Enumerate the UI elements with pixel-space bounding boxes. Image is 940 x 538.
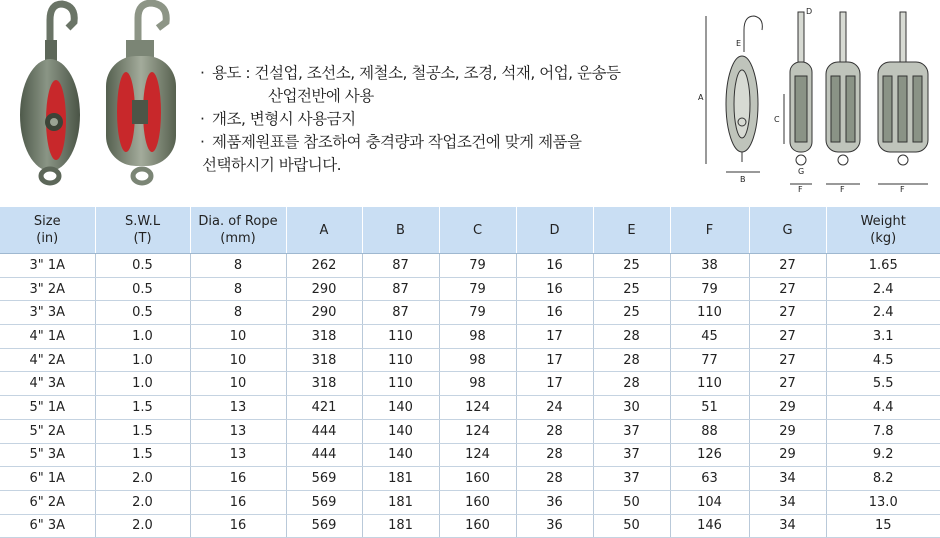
table-cell: 13.0 (826, 490, 940, 514)
table-cell: 181 (362, 490, 439, 514)
table-cell: 6" 2A (0, 490, 95, 514)
table-cell: 37 (593, 467, 670, 491)
table-cell: 1.0 (95, 325, 190, 349)
table-row (0, 325, 940, 349)
table-cell: 25 (593, 301, 670, 325)
table-cell: 36 (516, 490, 593, 514)
label-B: B (740, 175, 746, 184)
column-header (362, 207, 439, 254)
table-cell: 37 (593, 443, 670, 467)
table-cell: 160 (439, 467, 516, 491)
table-cell: 28 (593, 325, 670, 349)
column-header-line: (kg) (827, 230, 940, 247)
label-F-triple: F (900, 185, 905, 194)
dimension-diagram (694, 4, 934, 194)
note-usage: · 용도 : 건설업, 조선소, 제철소, 철공소, 조경, 석재, 어업, 운송등 산업전반에 사용 (200, 62, 620, 108)
table-cell: 79 (439, 277, 516, 301)
table-cell: 28 (516, 467, 593, 491)
table-cell: 8.2 (826, 467, 940, 491)
table-cell: 15 (826, 514, 940, 538)
table-row (0, 443, 940, 467)
column-header-line: Weight (827, 213, 940, 230)
table-cell: 444 (286, 443, 362, 467)
table-cell: 1.5 (95, 419, 190, 443)
table-cell: 4.4 (826, 396, 940, 420)
table-cell: 2.4 (826, 301, 940, 325)
table-cell: 181 (362, 467, 439, 491)
column-header-line: Size (0, 213, 95, 230)
table-cell: 5" 1A (0, 396, 95, 420)
table-cell: 124 (439, 396, 516, 420)
column-header-line: (T) (96, 230, 190, 247)
table-cell: 10 (190, 325, 286, 349)
column-header-line: G (750, 222, 826, 239)
label-D: D (806, 7, 812, 16)
table-cell: 1.0 (95, 372, 190, 396)
table-cell: 87 (362, 277, 439, 301)
column-header (826, 207, 940, 254)
table-cell: 27 (749, 325, 826, 349)
table-cell: 110 (362, 348, 439, 372)
table-cell: 1.0 (95, 348, 190, 372)
table-cell: 16 (190, 467, 286, 491)
table-body (0, 254, 940, 538)
table-cell: 569 (286, 514, 362, 538)
table-header-row (0, 207, 940, 254)
note-line: 선택하시기 바랍니다. (202, 154, 582, 177)
table-cell: 28 (516, 419, 593, 443)
label-A: A (698, 93, 704, 102)
table-cell: 5.5 (826, 372, 940, 396)
table-row (0, 301, 940, 325)
column-header-line: C (440, 222, 516, 239)
table-cell: 110 (670, 301, 749, 325)
table-cell: 29 (749, 396, 826, 420)
label-F-double: F (840, 185, 845, 194)
table-cell: 10 (190, 348, 286, 372)
column-header (516, 207, 593, 254)
table-cell: 25 (593, 277, 670, 301)
table-cell: 37 (593, 419, 670, 443)
table-cell: 181 (362, 514, 439, 538)
table-cell: 318 (286, 325, 362, 349)
table-row (0, 254, 940, 278)
table-cell: 10 (190, 372, 286, 396)
table-cell: 36 (516, 514, 593, 538)
table-cell: 29 (749, 419, 826, 443)
table-row (0, 419, 940, 443)
table-cell: 87 (362, 301, 439, 325)
table-cell: 9.2 (826, 443, 940, 467)
product-header (0, 0, 940, 206)
table-row (0, 372, 940, 396)
table-cell: 110 (362, 372, 439, 396)
double-pulley-block-photo (96, 0, 188, 186)
table-cell: 160 (439, 490, 516, 514)
table-cell: 38 (670, 254, 749, 278)
table-cell: 140 (362, 396, 439, 420)
table-cell: 50 (593, 514, 670, 538)
table-cell: 27 (749, 301, 826, 325)
column-header-line: E (594, 222, 670, 239)
column-header (95, 207, 190, 254)
table-cell: 5" 3A (0, 443, 95, 467)
column-header (593, 207, 670, 254)
table-cell: 2.0 (95, 514, 190, 538)
table-cell: 13 (190, 419, 286, 443)
table-cell: 98 (439, 325, 516, 349)
table-cell: 7.8 (826, 419, 940, 443)
note-line: 용도 : 건설업, 조선소, 제철소, 철공소, 조경, 석재, 어업, 운송등 (212, 62, 620, 85)
table-cell: 6" 1A (0, 467, 95, 491)
table-cell: 8 (190, 277, 286, 301)
table-cell: 16 (516, 254, 593, 278)
table-cell: 0.5 (95, 254, 190, 278)
table-cell: 17 (516, 348, 593, 372)
table-cell: 110 (362, 325, 439, 349)
column-header (670, 207, 749, 254)
table-cell: 30 (593, 396, 670, 420)
table-cell: 16 (516, 277, 593, 301)
table-row (0, 348, 940, 372)
note-no-modification: · 개조, 변형시 사용금지 (200, 108, 620, 131)
label-C: C (774, 115, 780, 124)
table-cell: 24 (516, 396, 593, 420)
table-cell: 290 (286, 301, 362, 325)
table-cell: 421 (286, 396, 362, 420)
table-cell: 13 (190, 443, 286, 467)
note-line: 산업전반에 사용 (212, 85, 620, 108)
table-row (0, 467, 940, 491)
column-header (749, 207, 826, 254)
table-cell: 13 (190, 396, 286, 420)
table-row (0, 490, 940, 514)
table-cell: 17 (516, 372, 593, 396)
table-cell: 27 (749, 277, 826, 301)
table-cell: 4" 1A (0, 325, 95, 349)
table-cell: 28 (516, 443, 593, 467)
table-cell: 98 (439, 348, 516, 372)
table-cell: 29 (749, 443, 826, 467)
table-cell: 290 (286, 277, 362, 301)
table-cell: 51 (670, 396, 749, 420)
label-F-single: F (798, 185, 803, 194)
table-cell: 3" 1A (0, 254, 95, 278)
table-cell: 98 (439, 372, 516, 396)
table-cell: 79 (439, 301, 516, 325)
table-cell: 79 (670, 277, 749, 301)
table-cell: 17 (516, 325, 593, 349)
column-header (0, 207, 95, 254)
column-header-line: A (287, 222, 362, 239)
table-cell: 569 (286, 467, 362, 491)
table-cell: 79 (439, 254, 516, 278)
table-cell: 2.0 (95, 490, 190, 514)
label-G: G (798, 167, 804, 176)
spec-table (0, 207, 940, 538)
single-pulley-block-photo (10, 0, 88, 186)
table-cell: 6" 3A (0, 514, 95, 538)
column-header-line: F (671, 222, 749, 239)
table-cell: 2.0 (95, 467, 190, 491)
table-cell: 16 (190, 490, 286, 514)
table-row (0, 396, 940, 420)
table-cell: 2.4 (826, 277, 940, 301)
table-cell: 27 (749, 372, 826, 396)
table-cell: 318 (286, 348, 362, 372)
column-header (439, 207, 516, 254)
table-cell: 3" 3A (0, 301, 95, 325)
column-header-line: D (517, 222, 593, 239)
table-cell: 4.5 (826, 348, 940, 372)
table-cell: 34 (749, 467, 826, 491)
column-header-line: (mm) (191, 230, 286, 247)
table-cell: 110 (670, 372, 749, 396)
table-cell: 1.65 (826, 254, 940, 278)
table-cell: 444 (286, 419, 362, 443)
table-cell: 63 (670, 467, 749, 491)
table-cell: 4" 3A (0, 372, 95, 396)
column-header-line: Dia. of Rope (191, 213, 286, 230)
table-cell: 140 (362, 443, 439, 467)
table-cell: 569 (286, 490, 362, 514)
note-line: 개조, 변형시 사용금지 (212, 108, 356, 131)
table-cell: 28 (593, 372, 670, 396)
table-cell: 45 (670, 325, 749, 349)
usage-notes (200, 62, 620, 177)
table-cell: 0.5 (95, 277, 190, 301)
table-cell: 0.5 (95, 301, 190, 325)
column-header-line: (in) (0, 230, 95, 247)
table-cell: 126 (670, 443, 749, 467)
table-cell: 4" 2A (0, 348, 95, 372)
column-header-line: S.W.L (96, 213, 190, 230)
label-E: E (736, 39, 741, 48)
table-cell: 25 (593, 254, 670, 278)
column-header (286, 207, 362, 254)
table-cell: 124 (439, 419, 516, 443)
table-cell: 1.5 (95, 396, 190, 420)
table-cell: 124 (439, 443, 516, 467)
table-cell: 318 (286, 372, 362, 396)
table-cell: 77 (670, 348, 749, 372)
table-cell: 88 (670, 419, 749, 443)
table-cell: 5" 2A (0, 419, 95, 443)
table-cell: 27 (749, 254, 826, 278)
table-cell: 262 (286, 254, 362, 278)
table-cell: 28 (593, 348, 670, 372)
table-cell: 34 (749, 514, 826, 538)
table-cell: 104 (670, 490, 749, 514)
table-cell: 16 (190, 514, 286, 538)
table-row (0, 514, 940, 538)
table-cell: 16 (516, 301, 593, 325)
table-cell: 50 (593, 490, 670, 514)
column-header (190, 207, 286, 254)
table-row (0, 277, 940, 301)
column-header-line: B (363, 222, 439, 239)
table-cell: 27 (749, 348, 826, 372)
table-cell: 34 (749, 490, 826, 514)
table-cell: 146 (670, 514, 749, 538)
table-cell: 3" 2A (0, 277, 95, 301)
note-selection: · 제품제원표를 참조하여 충격량과 작업조건에 맞게 제품을 선택하시기 바랍니다. (200, 131, 620, 177)
table-cell: 1.5 (95, 443, 190, 467)
note-line: 제품제원표를 참조하여 충격량과 작업조건에 맞게 제품을 (212, 131, 582, 154)
table-cell: 8 (190, 301, 286, 325)
table-cell: 8 (190, 254, 286, 278)
table-cell: 140 (362, 419, 439, 443)
table-cell: 3.1 (826, 325, 940, 349)
table-cell: 87 (362, 254, 439, 278)
table-cell: 160 (439, 514, 516, 538)
